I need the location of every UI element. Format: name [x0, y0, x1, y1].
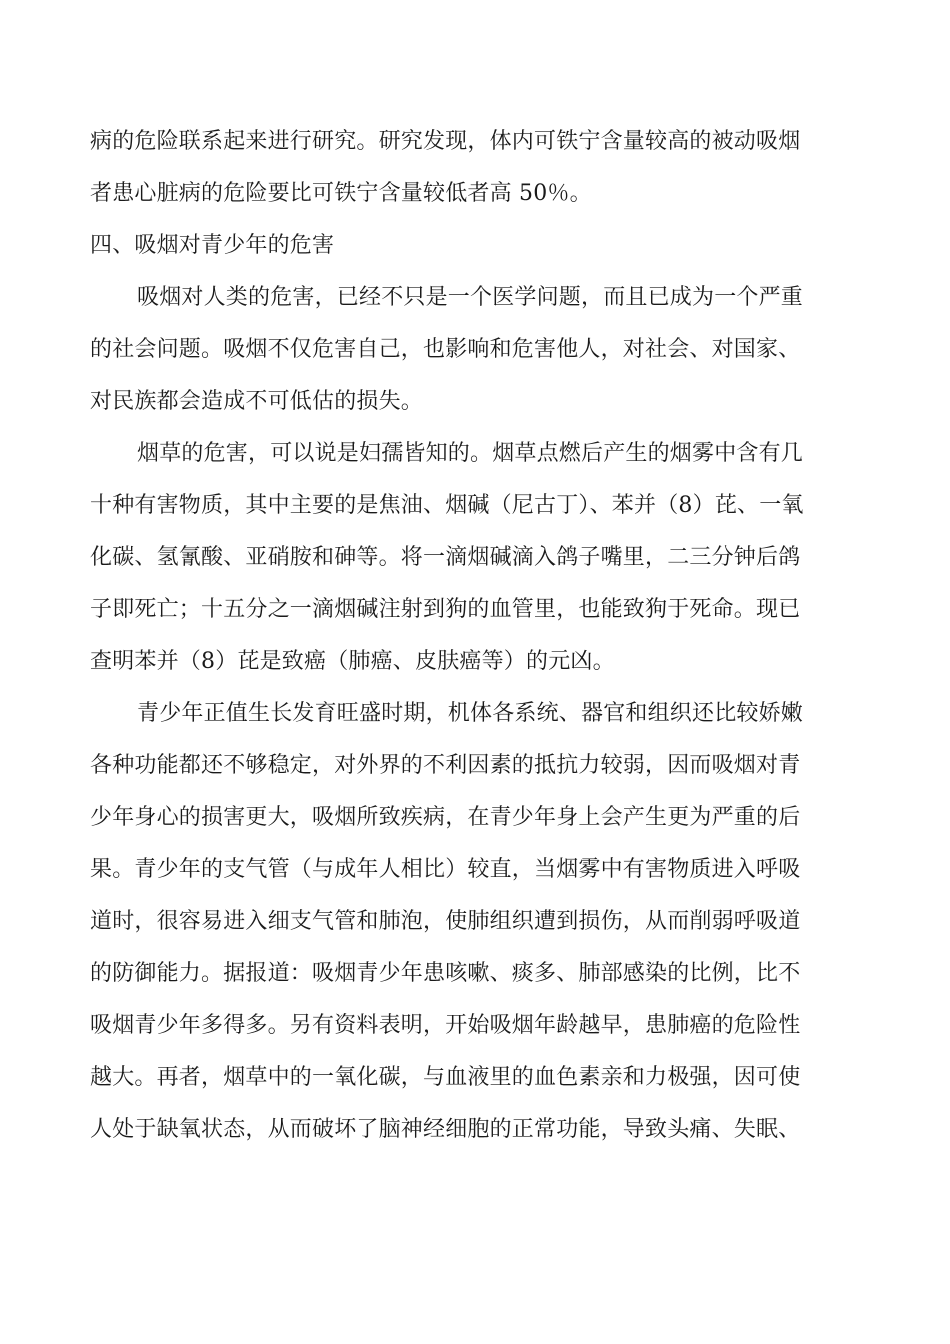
text-line: 十种有害物质，其中主要的是焦油、烟碱（尼古丁）、苯并（8）芘、一氧 — [90, 493, 804, 518]
text-line: 子即死亡；十五分之一滴烟碱注射到狗的血管里，也能致狗于死命。现已 — [90, 597, 801, 622]
section-heading: 四、吸烟对青少年的危害 — [90, 233, 335, 258]
text-line: 对民族都会造成不可低估的损失。 — [90, 389, 424, 414]
document-body — [90, 116, 860, 1156]
text-line: 少年身心的损害更大，吸烟所致疾病，在青少年身上会产生更为严重的后 — [90, 805, 801, 830]
text-line: 吸烟青少年多得多。另有资料表明，开始吸烟年龄越早，患肺癌的危险性 — [90, 1013, 801, 1038]
text-line: 查明苯并（8）芘是致癌（肺癌、皮肤癌等）的元凶。 — [90, 649, 615, 674]
text-line: 化碳、氢氰酸、亚硝胺和砷等。将一滴烟碱滴入鸽子嘴里，二三分钟后鸽 — [90, 545, 801, 570]
paragraph-start-line: 青少年正值生长发育旺盛时期，机体各系统、器官和组织还比较娇嫩 — [137, 701, 804, 726]
text-line: 者患心脏病的危险要比可铁宁含量较低者高 50％。 — [90, 181, 592, 206]
text-line: 病的危险联系起来进行研究。研究发现，体内可铁宁含量较高的被动吸烟 — [90, 129, 801, 154]
text-line: 各种功能都还不够稳定，对外界的不利因素的抵抗力较弱，因而吸烟对青 — [90, 753, 801, 778]
text-line: 人处于缺氧状态，从而破坏了脑神经细胞的正常功能，导致头痛、失眠、 — [90, 1117, 801, 1142]
text-line: 果。青少年的支气管（与成年人相比）较直，当烟雾中有害物质进入呼吸 — [90, 857, 801, 882]
text-line: 越大。再者，烟草中的一氧化碳，与血液里的血色素亲和力极强，因可使 — [90, 1065, 801, 1090]
text-line: 的社会问题。吸烟不仅危害自己，也影响和危害他人，对社会、对国家、 — [90, 337, 801, 362]
text-line: 的防御能力。据报道：吸烟青少年患咳嗽、痰多、肺部感染的比例，比不 — [90, 961, 801, 986]
text-line: 道时，很容易进入细支气管和肺泡，使肺组织遭到损伤，从而削弱呼吸道 — [90, 909, 801, 934]
paragraph-start-line: 烟草的危害，可以说是妇孺皆知的。烟草点燃后产生的烟雾中含有几 — [137, 441, 804, 466]
paragraph-start-line: 吸烟对人类的危害，已经不只是一个医学问题，而且已成为一个严重 — [137, 285, 804, 310]
